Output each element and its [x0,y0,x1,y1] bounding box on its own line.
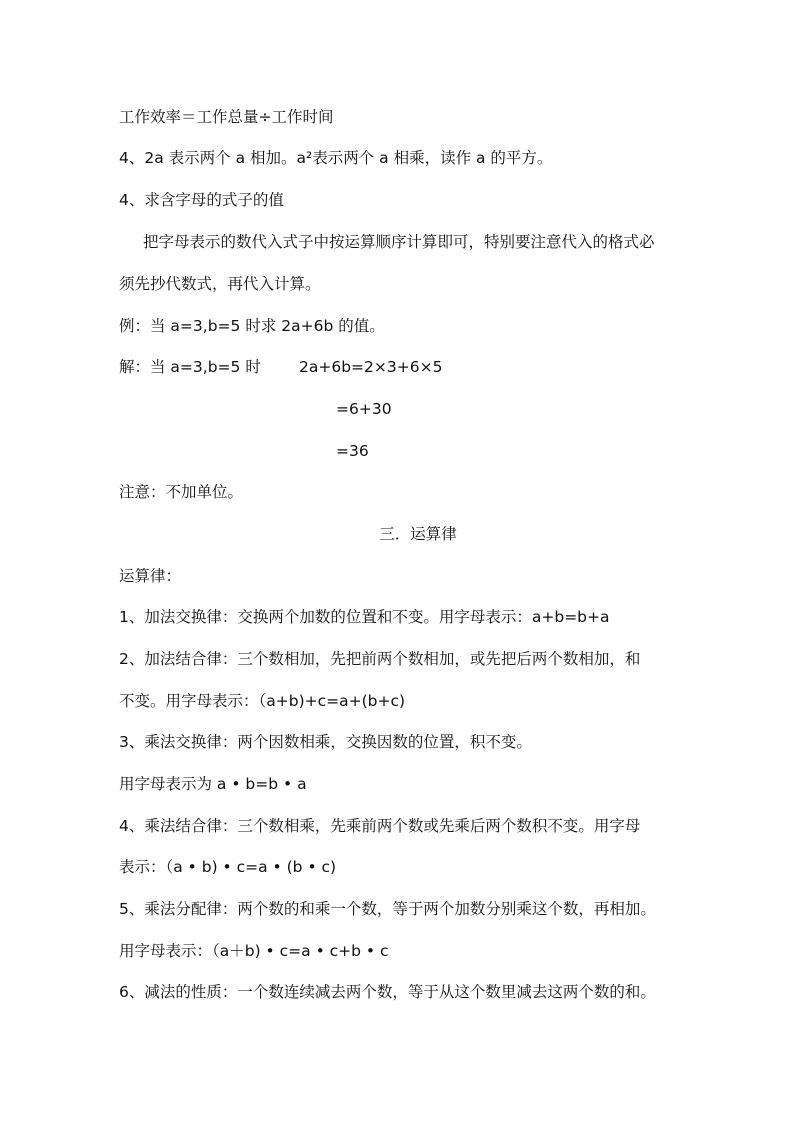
subheading-evaluate-expression: 4、求含字母的式子的值 [119,191,284,209]
solution-step-3: =36 [336,442,369,460]
solution-step-1: 2a+6b=2×3+6×5 [299,358,443,376]
section-title-text: 三．运算律 [379,525,457,543]
work-efficiency-formula: 工作效率＝工作总量÷工作时间 [119,108,334,126]
law-addition-commutative: 1、加法交换律：交换两个加数的位置和不变。用字母表示：a+b=b+a [119,608,610,626]
law-multiplication-commutative-line2: 用字母表示为 a • b=b • a [119,775,307,793]
law-addition-associative-line1: 2、加法结合律：三个数相加，先把前两个数相加，或先把后两个数相加，和 [119,650,641,668]
paragraph-substitution-line2: 须先抄代数式，再代入计算。 [119,275,321,293]
section-title [0,524,794,544]
solution-condition: 解：当 a=3,b=5 时 [119,358,261,376]
laws-heading: 运算律： [119,567,182,585]
rule-2a-and-a-squared: 4、2a 表示两个 a 相加。a²表示两个 a 相乘，读作 a 的平方。 [119,149,553,167]
example-question: 例：当 a=3,b=5 时求 2a+6b 的值。 [119,317,385,335]
property-of-subtraction: 6、减法的性质：一个数连续减去两个数，等于从这个数里减去这两个数的和。 [119,983,656,1001]
law-addition-associative-line2: 不变。用字母表示：（a+b)+c=a+(b+c) [119,692,406,710]
paragraph-substitution-line1: 把字母表示的数代入式子中按运算顺序计算即可，特别要注意代入的格式必 [143,233,655,251]
law-multiplication-distributive-line1: 5、乘法分配律：两个数的和乘一个数，等于两个加数分别乘这个数，再相加。 [119,900,656,918]
law-multiplication-distributive-line2: 用字母表示：（a＋b) • c=a • c+b • c [119,942,389,960]
law-multiplication-commutative-line1: 3、乘法交换律：两个因数相乘，交换因数的位置，积不变。 [119,733,532,751]
law-multiplication-associative-line1: 4、乘法结合律：三个数相乘，先乘前两个数或先乘后两个数积不变。用字母 [119,817,641,835]
law-multiplication-associative-line2: 表示：（a • b) • c=a • (b • c) [119,858,337,876]
note-no-units: 注意：不加单位。 [119,483,244,501]
solution-step-2: =6+30 [336,400,392,418]
